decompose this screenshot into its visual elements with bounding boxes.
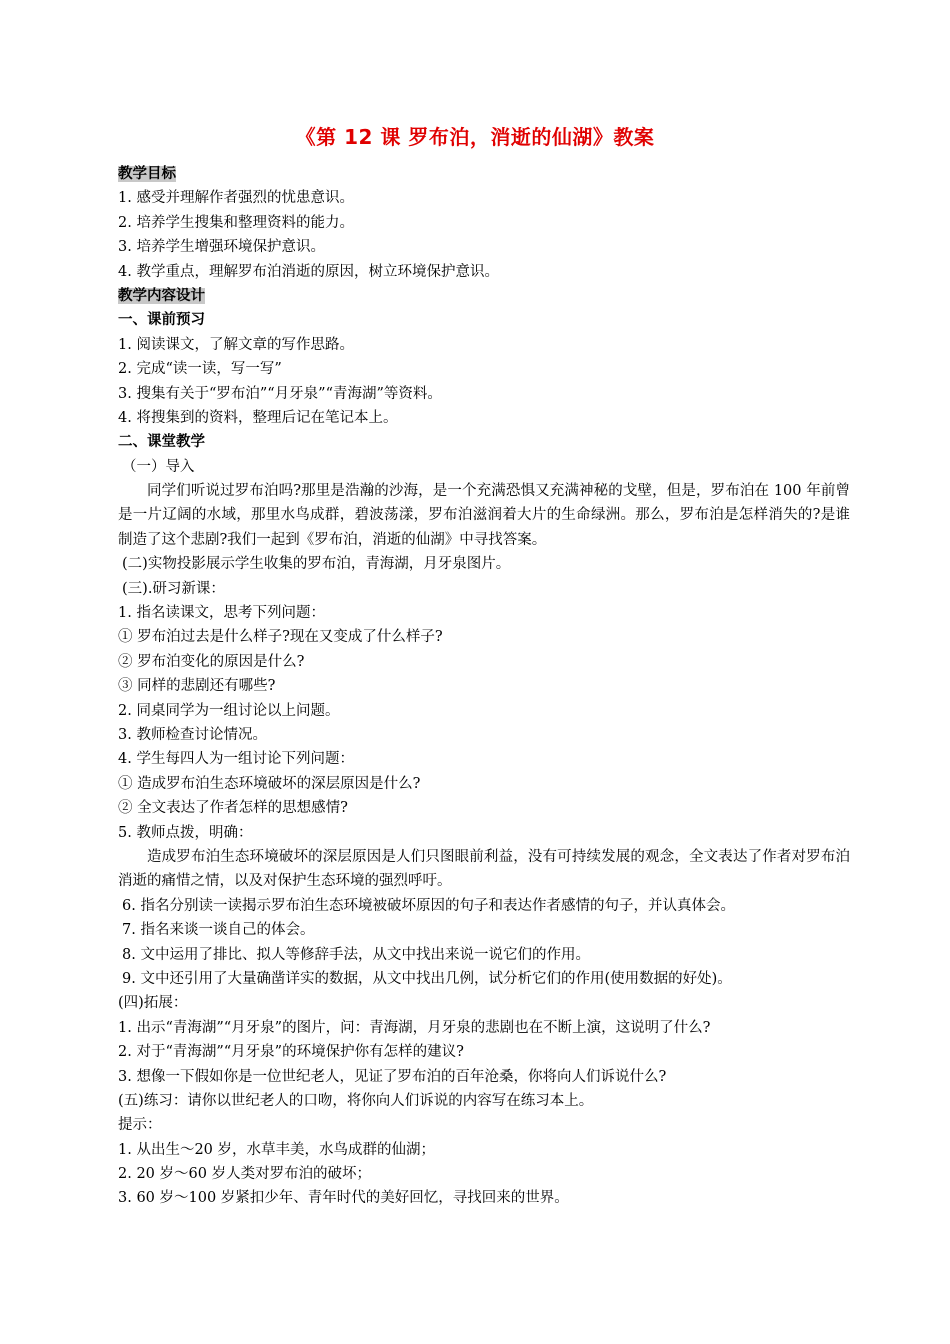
hint-label: 提示： [118,1117,162,1134]
study-item: 8. 文中运用了排比、拟人等修辞手法，从文中找出来说一说它们的作用。 [122,946,590,963]
study-item: ① 罗布泊过去是什么样子?现在又变成了什么样子? [118,629,443,646]
preview-heading: 一、课前预习 [118,312,205,329]
extension-item: 2. 对于“青海湖”“月牙泉”的环境保护你有怎样的建议? [118,1044,464,1061]
document-title: 《第 12 课 罗布泊，消逝的仙湖》教案 [295,125,655,149]
study-item: ② 罗布泊变化的原因是什么? [118,653,305,670]
goal-item: 1. 感受并理解作者强烈的忧患意识。 [118,190,354,207]
extension-label: (四)拓展： [118,995,188,1012]
extension-item: 1. 出示“青海湖”“月牙泉”的图片，问：青海湖，月牙泉的悲剧也在不断上演，这说明了什么? [118,1019,711,1036]
extension-item: 3. 想像一下假如你是一位世纪老人，见证了罗布泊的百年沧桑，你将向人们诉说什么? [118,1068,667,1085]
preview-item: 1. 阅读课文，了解文章的写作思路。 [118,336,354,353]
preview-item: 2. 完成“读一读，写一写” [118,361,282,378]
hint-item: 3. 60 岁～100 岁紧扣少年、青年时代的美好回忆，寻找回来的世界。 [118,1190,569,1207]
study-item: 5. 教师点拨，明确： [118,824,253,841]
intro-label: （一）导入 [122,458,195,475]
study-item: 9. 文中还引用了大量确凿详实的数据，从文中找出几例，试分析它们的作用(使用数据的好处)。 [122,970,732,987]
study-item: 4. 学生每四人为一组讨论下列问题： [118,751,354,768]
hint-item: 1. 从出生～20 岁，水草丰美，水鸟成群的仙湖； [118,1141,436,1158]
projection-item: (二)实物投影展示学生收集的罗布泊，青海湖，月牙泉图片。 [122,556,511,573]
section-heading-design [118,284,850,308]
preview-item: 3. 搜集有关于“罗布泊”“月牙泉”“青海湖”等资料。 [118,385,442,402]
study-item: ② 全文表达了作者怎样的思想感情? [118,800,348,817]
goal-item: 4. 教学重点，理解罗布泊消逝的原因，树立环境保护意识。 [118,263,499,280]
document-body [118,162,850,1211]
study-item: 2. 同桌同学为一组讨论以上问题。 [118,702,340,719]
study-item: 6. 指名分别读一读揭示罗布泊生态环境被破坏原因的句子和表达作者感情的句子，并认真体会。 [122,897,735,914]
classroom-heading: 二、课堂教学 [118,434,205,451]
study-label: (三).研习新课： [122,580,225,597]
study-item: ① 造成罗布泊生态环境破坏的深层原因是什么? [118,775,421,792]
study-item: 3. 教师检查讨论情况。 [118,727,267,744]
preview-item: 4. 将搜集到的资料，整理后记在笔记本上。 [118,409,398,426]
hint-item: 2. 20 岁～60 岁人类对罗布泊的破坏； [118,1166,372,1183]
conclusion-paragraph: 造成罗布泊生态环境破坏的深层原因是人们只图眼前利益，没有可持续发展的观念，全文表达了作者对罗布泊消逝的痛惜之情，以及对保护生态环境的强烈呼吁。 [118,848,850,890]
intro-paragraph: 同学们听说过罗布泊吗?那里是浩瀚的沙海，是一个充满恐惧又充满神秘的戈壁，但是，罗布泊在 100 年前曾是一片辽阔的水域，那里水鸟成群，碧波荡漾，罗布泊滋润着大片的生命绿洲。那么，罗布泊是怎样消失的?是谁制造了这个悲剧?我们一起到《罗布泊，消逝的仙湖》中寻找答案。 [118,483,850,548]
goal-item: 2. 培养学生搜集和整理资料的能力。 [118,214,354,231]
study-item: 1. 指名读课文，思考下列问题： [118,605,325,622]
section-heading-goals [118,162,850,186]
study-item: 7. 指名来谈一谈自己的体会。 [122,922,315,939]
design-heading: 教学内容设计 [118,287,205,304]
goal-item: 3. 培养学生增强环境保护意识。 [118,239,325,256]
goals-heading: 教学目标 [118,166,176,182]
practice-item: (五)练习：请你以世纪老人的口吻，将你向人们诉说的内容写在练习本上。 [118,1092,594,1109]
study-item: ③ 同样的悲剧还有哪些? [118,678,276,695]
